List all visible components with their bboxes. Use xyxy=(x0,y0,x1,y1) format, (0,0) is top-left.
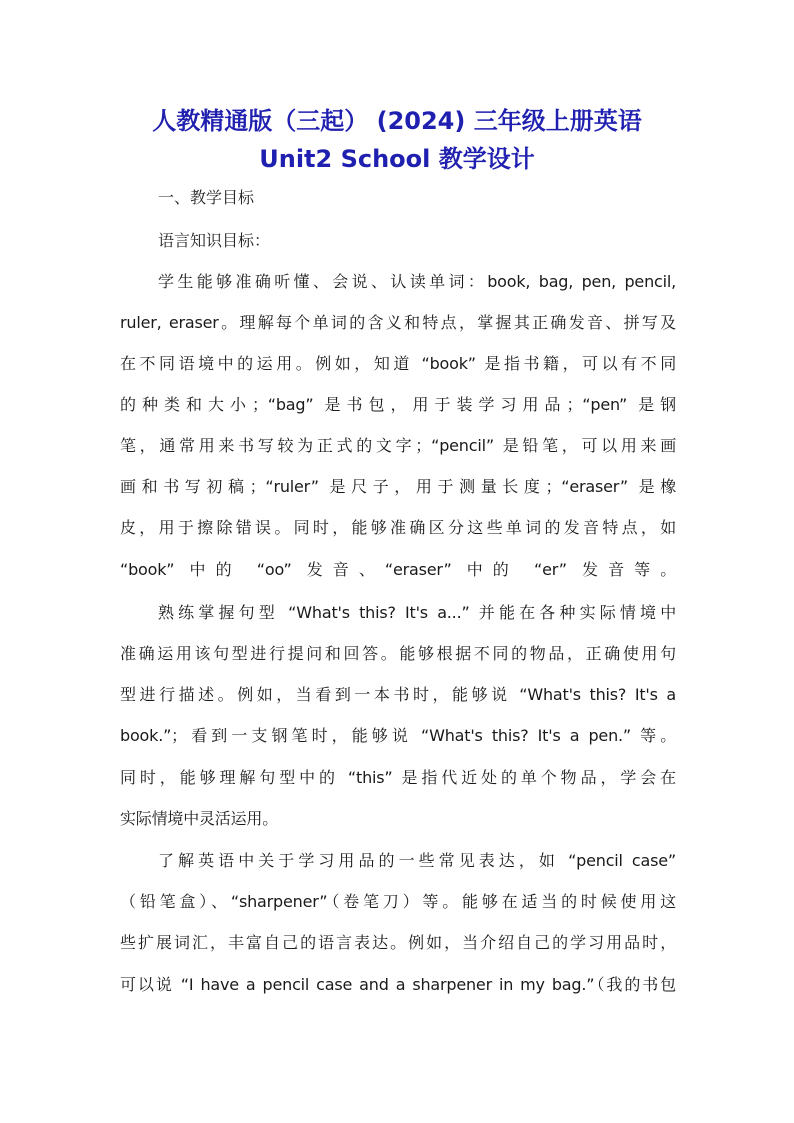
paragraph-2-line-1: 熟练掌握句型 “What's this? It's a...” 并能在各种实际情境中 xyxy=(158,603,676,622)
paragraph-2-line-5: 同时，能够理解句型中的 “this” 是指代近处的单个物品，学会在 xyxy=(120,768,676,787)
paragraph-1-line-6: 画和书写初稿；“ruler” 是尺子，用于测量长度；“eraser” 是橡 xyxy=(120,477,676,496)
paragraph-3-line-2: （铅笔盒）、“sharpener”（卷笔刀）等。能够在适当的时候使用这 xyxy=(120,892,676,911)
paragraph-2-line-3: 型进行描述。例如，当看到一本书时，能够说 “What's this? It's a xyxy=(120,685,676,704)
paragraph-3-line-1: 了解英语中关于学习用品的一些常见表达，如 “pencil case” xyxy=(158,851,676,870)
paragraph-3-line-3: 些扩展词汇，丰富自己的语言表达。例如，当介绍自己的学习用品时， xyxy=(120,933,676,952)
paragraph-3-line-4: 可以说 “I have a pencil case and a sharpener in my bag.”（我的书包 xyxy=(120,975,676,994)
paragraph-1-line-2: ruler, eraser。理解每个单词的含义和特点，掌握其正确发音、拼写及 xyxy=(120,313,676,332)
document-title-line-2: Unit2 School 教学设计 xyxy=(259,145,535,173)
subsection-heading: 语言知识目标： xyxy=(158,231,271,250)
paragraph-1-line-7: 皮，用于擦除错误。同时，能够准确区分这些单词的发音特点，如 xyxy=(120,518,676,537)
paragraph-1-line-1: 学生能够准确听懂、会说、认读单词：book, bag, pen, pencil, xyxy=(158,272,676,291)
paragraph-1-line-4: 的种类和大小；“bag” 是书包，用于装学习用品；“pen” 是钢 xyxy=(120,395,676,414)
paragraph-2-line-2: 准确运用该句型进行提问和回答。能够根据不同的物品，正确使用句 xyxy=(120,644,676,663)
paragraph-1-line-3: 在不同语境中的运用。例如，知道 “book” 是指书籍，可以有不同 xyxy=(120,354,676,373)
document-title-line-1: 人教精通版（三起） (2024) 三年级上册英语 xyxy=(152,107,642,135)
paragraph-1-line-8: “book” 中的 “oo” 发音、“eraser” 中的 “er” 发音等。 xyxy=(120,560,676,579)
paragraph-2-line-6: 实际情境中灵活运用。 xyxy=(120,809,279,828)
section-heading: 一、教学目标 xyxy=(158,188,255,207)
paragraph-2-line-4: book.”；看到一支钢笔时，能够说 “What's this? It's a pen.” 等。 xyxy=(120,726,676,745)
paragraph-1-line-5: 笔，通常用来书写较为正式的文字；“pencil” 是铅笔，可以用来画 xyxy=(120,436,676,455)
